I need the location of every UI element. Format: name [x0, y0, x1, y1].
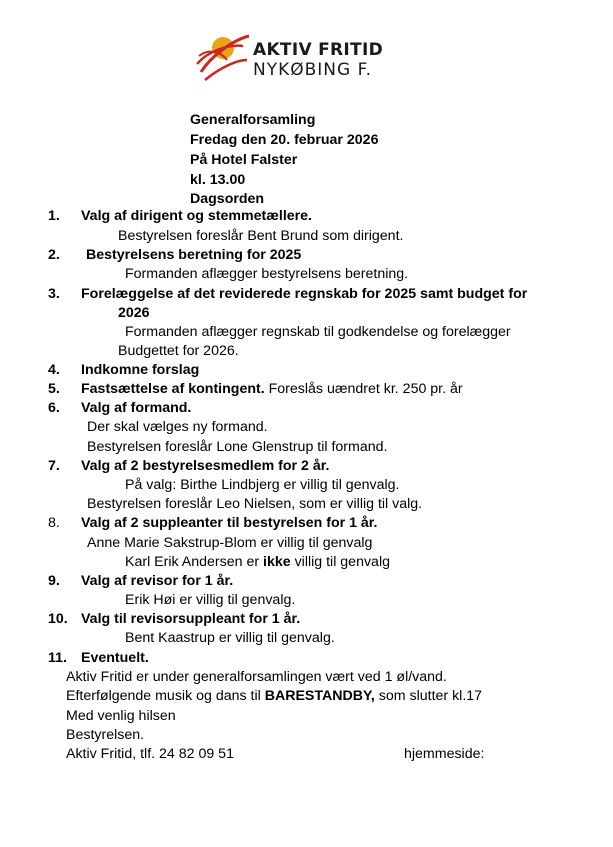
- agenda-item-text: [125, 554, 390, 570]
- agenda-number: 4.: [48, 362, 60, 378]
- agenda-item-row: [81, 381, 463, 397]
- agenda-item-title: Fastsættelse af kontingent.: [81, 381, 265, 397]
- meeting-title: Generalforsamling: [190, 112, 316, 128]
- agenda-item-title: Valg af 2 bestyrelsesmedlem for 2 år.: [81, 458, 330, 474]
- agenda-item-title: Valg af formand.: [81, 400, 192, 416]
- agenda-number: 7.: [48, 458, 60, 474]
- text-span: villig til genvalg: [290, 554, 390, 570]
- agenda-number: 6.: [48, 400, 60, 416]
- agenda-item-title: Eventuelt.: [81, 650, 149, 666]
- agenda-item-title: Valg af 2 suppleanter til bestyrelsen for 1 år.: [81, 515, 378, 531]
- agenda-item-text: Erik Høi er villig til genvalg.: [125, 592, 296, 608]
- text-span: Efterfølgende musik og dans til: [66, 688, 265, 704]
- emphasis-text: ikke: [263, 554, 291, 570]
- agenda-number: 9.: [48, 573, 60, 589]
- meeting-date: Fredag den 20. februar 2026: [190, 132, 379, 148]
- meeting-time: kl. 13.00: [190, 172, 246, 188]
- agenda-item-title-cont: 2026: [118, 305, 150, 321]
- agenda-number: 11.: [48, 650, 67, 666]
- agenda-item-text: Formanden aflægger regnskab til godkendelse og forelægger: [125, 324, 511, 340]
- agenda-heading: Dagsorden: [190, 191, 265, 207]
- agenda-item-text: Bestyrelsen foreslår Bent Brund som dirigent.: [118, 228, 404, 244]
- greeting: Med venlig hilsen: [66, 708, 176, 724]
- club-logo: [193, 26, 393, 86]
- logo-subtitle: NYKØBING F.: [253, 60, 373, 80]
- agenda-item-text: På valg: Birthe Lindbjerg er villig til genvalg.: [125, 477, 400, 493]
- agenda-number: 3.: [48, 286, 60, 302]
- text-span: som slutter kl.17: [374, 688, 483, 704]
- agenda-item-text: Bent Kaastrup er villig til genvalg.: [125, 630, 335, 646]
- agenda-item-title: Valg af dirigent og stemmetællere.: [81, 208, 313, 224]
- agenda-item-title: Indkomne forslag: [81, 362, 200, 378]
- agenda-item-text: Bestyrelsen foreslår Leo Nielsen, som er villig til valg.: [87, 496, 423, 512]
- signature: Bestyrelsen.: [66, 727, 145, 743]
- agenda-item-text: Anne Marie Sakstrup-Blom er villig til genvalg: [87, 535, 373, 551]
- logo-title: AKTIV FRITID: [253, 40, 383, 60]
- meeting-venue: På Hotel Falster: [190, 152, 298, 168]
- website-label: hjemmeside:: [404, 746, 485, 762]
- agenda-number: 8.: [48, 515, 60, 531]
- agenda-number: 5.: [48, 381, 60, 397]
- music-note: [66, 688, 482, 704]
- agenda-item-title: Bestyrelsens beretning for 2025: [86, 247, 302, 263]
- band-name: BARESTANDBY,: [264, 688, 375, 704]
- agenda-number: 2.: [48, 247, 60, 263]
- agenda-item-text: Formanden aflægger bestyrelsens beretning.: [125, 266, 409, 282]
- contact-phone: Aktiv Fritid, tlf. 24 82 09 51: [66, 746, 234, 762]
- refreshments-note: Aktiv Fritid er under generalforsamlingen vært ved 1 øl/vand.: [66, 669, 447, 685]
- agenda-item-title: Valg til revisorsuppleant for 1 år.: [81, 611, 301, 627]
- agenda-item-text: Bestyrelsen foreslår Lone Glenstrup til formand.: [87, 439, 388, 455]
- agenda-number: 10.: [48, 611, 68, 627]
- text-span: Karl Erik Andersen er: [125, 554, 263, 570]
- agenda-item-title: Forelæggelse af det reviderede regnskab for 2025 samt budget for: [81, 286, 528, 302]
- agenda-number: 1.: [48, 208, 60, 224]
- agenda-item-text: Der skal vælges ny formand.: [87, 419, 268, 435]
- agenda-item-title: Valg af revisor for 1 år.: [81, 573, 234, 589]
- agenda-item-text: Foreslås uændret kr. 250 pr. år: [264, 381, 463, 397]
- agenda-item-text: Budgettet for 2026.: [118, 343, 239, 359]
- sun-swoosh-logo-icon: [193, 26, 251, 84]
